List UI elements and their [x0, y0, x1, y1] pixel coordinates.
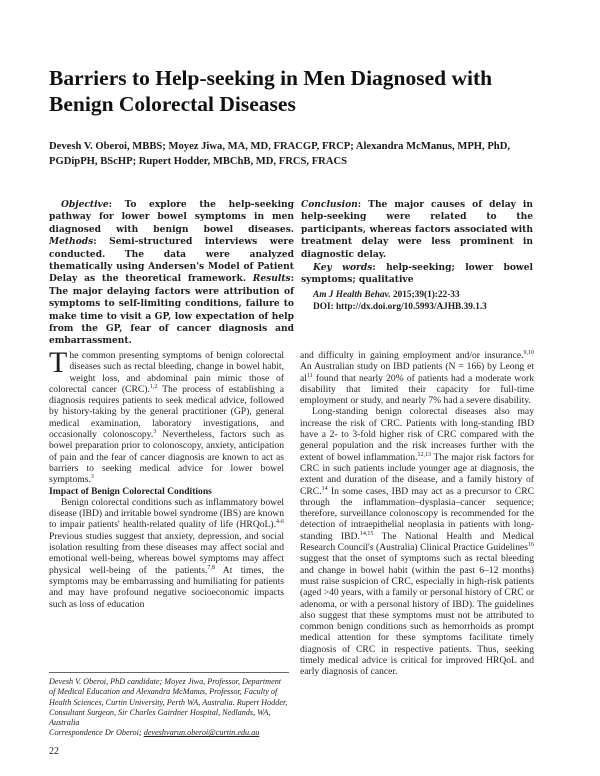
conclusion-label: Conclusion: [301, 199, 358, 210]
impact-paragraph: Benign colorectal conditions such as inflammatory bowel disease (IBD) and irritable bowel syndrome (IBS) are known to impair patients' health-related quality of life (HRQoL).$^{4-6}$ Previous studies suggest that anxiety, depression, and social isolation resulting from these diseases may affect social and emotional well-being, whereas bowel symptoms may affect physical well-being of the patients.$^{7,8}$ At times, the symptoms may be embarrassing and humiliating for patients and may have profound negative socioeconomic impacts such as loss of education: [49, 496, 284, 610]
citation-line: [301, 289, 533, 301]
journal-name: Am J Health Behav.: [313, 289, 391, 300]
right-paragraph-2: Long-standing benign colorectal diseases also may increase the risk of CRC. Patients with long-standing IBD have a 2- to 3-fold higher risk of CRC compared with the general population and the risk increases further with the extent of bowel inflammation.$^{12,13}$ The major risk factors for CRC in such patients include younger age at diagnosis, the extent and duration of the disease, and a family history of CRC.$^{14}$ In some cases, IBD may act as a precursor to CRC through the inflammation–dysplasia–cancer sequence; therefore, surveillance colonoscopy is recommended for the detection of intraepithelial neoplasia in patients with long-standing IBD.$^{14,15}$ The National Health and Medical Research Council's (Australia) Clinical Practice Guidelines$^{16}$ suggest that the onset of symptoms such as rectal bleeding and change in bowel habit (within the past 6–12 months) must raise suspicion of CRC, especially in high-risk patients (aged >40 years, with a family or personal history of CRC or adenoma, or with a personal history of IBD). The guidelines also suggest that these symptoms must not be attributed to common benign conditions such as hemorrhoids as prompt medical attention for these symptoms facilitate timely diagnosis of CRC in respective patients. Thus, seeking timely medical advice is critical for improved HRQoL and early diagnosis of cancer.: [300, 406, 535, 678]
keywords-text: help-seeking; lower bowel symptoms; qualitative: [301, 262, 533, 286]
abstract-text: Objective: To explore the help-seeking pathway for lower bowel symptoms in men diagnosed with benign bowel diseases. Methods: Semi-structured interviews were conducted. The data were analyzed thematically using Andersen's Model of Patient Delay as the theoretical framework. Results: The major delaying factors were attribution of symptoms to self-limiting conditions, failure to make time to visit a GP, low expectation of help from the GP, fear of cancer diagnosis and embarrassment.: [49, 199, 295, 347]
author-list: Devesh V. Oberoi, MBBS; Moyez Jiwa, MA, MD, FRACGP, FRCP; Alexandra McManus, MPH, PhD, PGDipPH, BScHP; Rupert Hodder, MBChB, MD, FRCS, FRACS: [49, 141, 510, 167]
methods-text: Semi-structured interviews were conducted. The data were analyzed thematically using Andersen's Model of Patient Delay as the theoretical framework.: [49, 236, 294, 285]
objective-label: Objective: [61, 199, 109, 210]
doi-line: DOI: http://dx.doi.org/10.5993/AJHB.39.1.3: [313, 301, 487, 312]
correspondence-name: Dr Oberoi;: [104, 728, 144, 738]
keywords-label: Key words: [313, 262, 373, 274]
objective-text: To explore the help-seeking pathway for lower bowel symptoms in men diagnosed with benign bowel diseases.: [49, 199, 294, 235]
abstract-right-column: [301, 199, 533, 313]
body-right-column: [300, 350, 534, 678]
drop-cap: T: [49, 346, 68, 379]
conclusion-text: The major causes of delay in help-seeking were related to the participants, whereas factors associated with treatment delay were less prominent in diagnostic delay.: [301, 199, 533, 260]
article-title: Barriers to Help-seeking in Men Diagnosed with Benign Colorectal Diseases: [49, 66, 493, 116]
results-label: Results: [252, 273, 291, 285]
correspondence-label: Correspondence: [49, 728, 105, 738]
section-heading: Impact of Benign Colorectal Conditions: [49, 485, 212, 497]
body-left-column: [49, 346, 285, 610]
abstract-left-column: [49, 199, 294, 348]
right-paragraph-1: and difficulty in gaining employment and/or insurance.$^{9,10}$ An Australian study on IBD patients (N = 166) by Leong et $al^{11}$ found that nearly 20% of patients had a moderate work disability that limited their capacity for full-time employment or study, and nearly 7% had a severe disability.: [300, 349, 534, 407]
methods-label: Methods: [49, 236, 94, 248]
correspondence-email-link[interactable]: deveshvarun.oberoi@curtin.edu.au: [143, 728, 260, 738]
author-footnote: [49, 672, 289, 739]
results-text: The major delaying factors were attribution of symptoms to self-limiting conditions, failure to make time to visit a GP, low expectation of help from the GP, fear of cancer diagnosis and embarrassment.: [49, 285, 294, 347]
conclusion-paragraph: Conclusion: The major causes of delay in help-seeking were related to the participants, whereas factors associated with treatment delay were less prominent in diagnostic delay.: [301, 199, 533, 260]
citation-text: 2015;39(1):22-33: [392, 289, 460, 300]
page-number: 22: [49, 746, 59, 757]
footnote-text: Devesh V. Oberoi, PhD candidate; Moyez Jiwa, Professor, Department of Medical Education and Alexandra McManus, Professor, Faculty of Health Sciences, Curtin University, Perth WA, Australia. Rupert Hodder, Consultant Surgeon, Sir Charles Gairdner Hospital, Nedlands, WA, Australia: [49, 677, 288, 728]
keywords-paragraph: Key words: help-seeking; lower bowel symptoms; qualitative: [301, 262, 533, 286]
intro-paragraph: The common presenting symptoms of benign colorectal diseases such as rectal bleeding, change in bowel habit, weight loss, and abdominal pain mimic those of colorectal cancer (CRC).$^{1,2}$ The process of establishing a diagnosis requires patients to seek medical advice, followed by history-taking by the general practitioner (GP), general medical examination, laboratory investigations, and occasionally colonoscopy.$^3$ Nevertheless, factors such as bowel preparation prior to colonoscopy, anxiety, anticipation of pain and the fear of cancer diagnosis are known to act as barriers to seeking medical advice for lower bowel symptoms.$^3$: [49, 346, 285, 486]
